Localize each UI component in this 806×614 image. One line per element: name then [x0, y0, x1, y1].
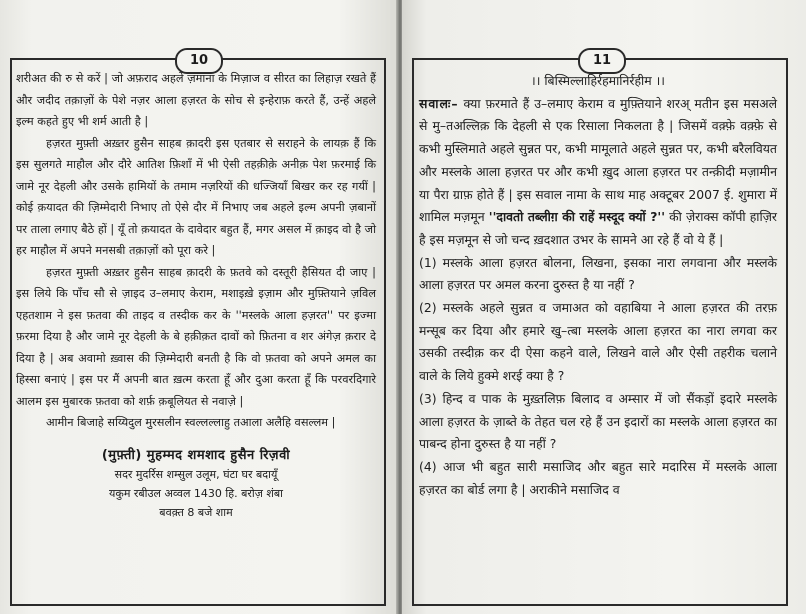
- signature-line-1: सदर मुदर्रिस शम्सुल उलूम, घंटा घर बदायूँ: [114, 467, 278, 481]
- question-3: (3) हिन्द व पाक के मुख़्तलिफ़ बिलाद व अम्सार में जो सैंकड़ों इदारे मस्लके आला हज़रत के ज़ाब्ते के तेहत चल रहे हैं उन इदारों का मस्लके आला हज़रत का पाबन्द होना दुरुस्त है या नहीं ?: [419, 390, 777, 452]
- question-rest: की ज़ेराक्स कॉपी हाज़िर है इस मज़मून से जो चन्द ख़दशात उभर के सामने आ रहे हैं वो ये हैं |: [419, 209, 777, 247]
- right-page-body: [419, 70, 777, 501]
- article-title: ''दावतो तब्लीग़ की राहें मस्दूद क्यों ?'': [488, 209, 666, 225]
- signature-block: [16, 446, 376, 522]
- signature-line-3: बवक़्त 8 बजे शाम: [159, 505, 233, 519]
- question-1: (1) मस्लके आला हज़रत बोलना, लिखना, इसका नारा लगवाना और मस्लके आला हज़रत पर अमल करना दुरुस्त है या नहीं ?: [419, 254, 777, 293]
- left-paragraph-3: [16, 262, 376, 413]
- left-paragraph-2-text: हज़रत मुफ़्ती अख़्तर हुसैन साहब क़ादरी इस एतबार से सराहने के लायक़ हैं कि इस सुलगते माहौल और दौरे आतिश फ़िशाँ में भी ऐसी तहक़ीक़े अनीक़ पेश फ़रमाई कि जामे नूर देहली और उसके हामियों के तमाम नज़रियों की धज्जियाँ बिखर कर रह गयीं | कोई क़यादत की ज़िम्मेदारी निभाए तो ऐसे दौर में निभाए जब अहले इल्म अपनी ज़बानों पर ताला लगाए बैठे हों | यूँ तो क़यादत के दावेदार बहुत हैं, मगर असल में क़ाइद वो है जो हर माहौल में अपने मनसबी तक़ाज़ों को पूरा करे |: [16, 136, 376, 257]
- bismillah-heading: ।। बिस्मिल्लाहिर्रहमानिर्रहीम ।।: [531, 73, 665, 88]
- left-page: [0, 0, 398, 614]
- left-paragraph-4-text: आमीन बिजाहे सय्यिदुल मुरसलीन स्वल्लल्लाहु तआला अलैहि वसल्लम |: [46, 416, 336, 429]
- right-page-number: 11: [578, 48, 626, 74]
- question-4: (4) आज भी बहुत सारी मसाजिद और बहुत सारे मदारिस में मस्लके आला हज़रत का बोर्ड लगा है | अराकीने मसाजिद व: [419, 458, 777, 497]
- left-paragraph-1: शरीअत की रु से करें | जो अफ़राद अहले ज़माना के मिज़ाज व सीरत का लिहाज़ रखते हैं और जदीद तक़ाज़ों के पेशे नज़र आला हज़रत के सोच से इन्हेराफ़ करते हैं, उन्हें अहले इल्म कहते हुए भी शर्म आती है |: [16, 72, 376, 128]
- question-label: सवालः–: [419, 95, 459, 111]
- question-intro: क्या फ़रमाते हैं उ–लमाए केराम व मुफ़्तियाने शरअ् मतीन इस मसअले से मु–तअल्लिक़ कि देहली से एक रिसाला निकलता है | जिसमें वक़्फ़े वक़्फ़े से कभी मुस्लिमाते अहले सुन्नत पर, कभी मामूलाते अहले सुन्नत पर, कभी बरैलवियत और मस्लके आला हज़रत पर और कभी ख़ुद आला हज़रत पर तन्क़ीदी मज़ामीन या पैरा ग्राफ़ होते हैं | इस सवाल नामा के साथ माह अक्टूबर 2007 ई. शुमारा में शामिल मज़मून: [419, 95, 777, 225]
- left-paragraph-3-text: हज़रत मुफ़्ती अख़्तर हुसैन साहब क़ादरी के फ़तवे को दस्तूरी हैसियत दी जाए | इस लिये कि पाँच सौ से ज़ाइद उ–लमाए केराम, मशाइख़े इज़ाम और मुफ़्तियाने ज़विल एहतशाम ने इस फ़तवा की ताइद व तस्दीक कर के ''मस्लके आला हज़रत'' पर इज्मा फ़रमा दिया है और जामे नूर देहली के बे हक़ीक़त दावों को फ़ितना व शर अंगेज़ क़रार दे दिया है | अब अवामो ख़्वास की ज़िम्मेदारी बनती है कि वो फ़तवा को अपने अमल का हिस्सा बनाएं | इस पर मैं अपनी बात ख़त्म करता हूँ और दुआ करता हूँ कि परवरदिगारे आलम इस मुबारक फ़तवा को शर्फ़ क़बूलियत से नवाज़े |: [16, 265, 376, 408]
- left-paragraph-2: [16, 133, 376, 262]
- question-2: (2) मस्लके अहले सुन्नत व जमाअत को वहाबिया ने आला हज़रत की तरफ़ मन्सूब कर दिया और हमारे खु–त्बा मस्लके आला हज़रत का नारा लगवा कर उसकी तस्दीक़ कर दी ऐसा कहने वाले, लिखने वाले और ऐसी तहरीक चलाने वाले के लिये हुक्मे शरई क्या है ?: [419, 300, 777, 384]
- signature-name: (मुफ़्ती) मुहम्मद शमशाद हुसैन रिज़वी: [101, 447, 291, 463]
- question-paragraph: [419, 93, 777, 252]
- left-page-number: 10: [175, 48, 223, 74]
- signature-line-2: यकुम रबीउल अव्वल 1430 हि. बरोज़ शंबा: [109, 486, 283, 500]
- left-paragraph-4: [16, 412, 376, 434]
- left-page-body: [16, 68, 376, 522]
